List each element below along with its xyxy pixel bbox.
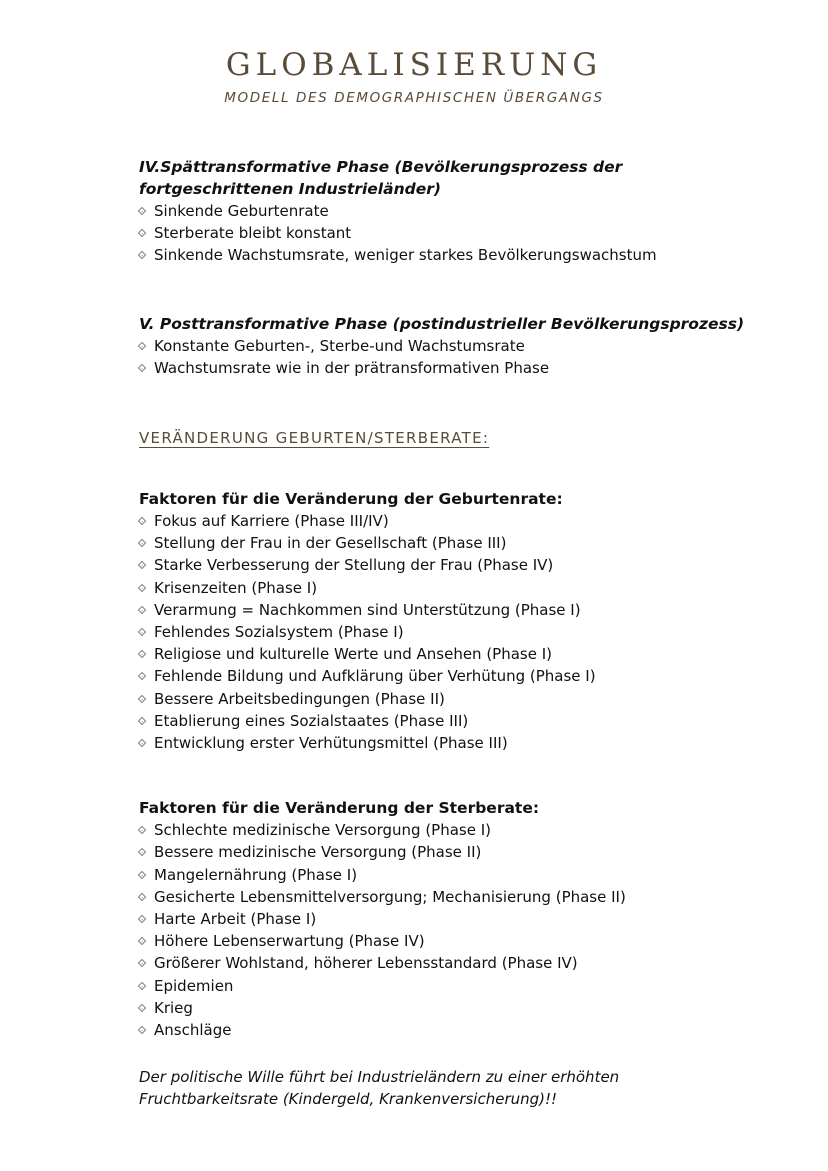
phase-5-list [139, 335, 779, 379]
diamond-bullet-icon [138, 207, 146, 215]
diamond-bullet-icon [138, 717, 146, 725]
section-title: VERÄNDERUNG GEBURTEN/STERBERATE: [139, 429, 490, 448]
diamond-bullet-icon [138, 517, 146, 525]
diamond-bullet-icon [138, 694, 146, 702]
list-item: Konstante Geburten-, Sterbe-und Wachstumsrate [139, 335, 779, 357]
list-item: Schlechte medizinische Versorgung (Phase I) [139, 819, 779, 841]
phase-5-heading: V. Posttransformative Phase (postindustrieller Bevölkerungsprozess) [139, 314, 745, 333]
phase-4-heading-line1: IV.Spättransformative Phase (Bevölkerungsprozess der [139, 158, 623, 176]
spacer [139, 267, 779, 313]
phase-4-list [139, 200, 779, 267]
diamond-bullet-icon [138, 826, 146, 834]
closing-note [139, 1066, 779, 1110]
death-factors-list [139, 819, 779, 1041]
diamond-bullet-icon [138, 364, 146, 372]
list-item: Etablierung eines Sozialstaates (Phase III) [139, 710, 779, 732]
diamond-bullet-icon [138, 848, 146, 856]
list-item: Starke Verbesserung der Stellung der Frau (Phase IV) [139, 554, 779, 576]
spacer [139, 449, 779, 488]
list-item: Bessere Arbeitsbedingungen (Phase II) [139, 688, 779, 710]
diamond-bullet-icon [138, 650, 146, 658]
list-item: Epidemien [139, 975, 779, 997]
diamond-bullet-icon [138, 606, 146, 614]
list-item: Entwicklung erster Verhütungsmittel (Phase III) [139, 732, 779, 754]
list-item: Bessere medizinische Versorgung (Phase II) [139, 841, 779, 863]
diamond-bullet-icon [138, 341, 146, 349]
page-subtitle: MODELL DES DEMOGRAPHISCHEN ÜBERGANGS [224, 90, 604, 106]
diamond-bullet-icon [138, 1004, 146, 1012]
spacer [139, 1041, 779, 1066]
diamond-bullet-icon [138, 870, 146, 878]
death-factors-section [139, 797, 779, 1041]
phase-4-section [139, 156, 779, 267]
birth-factors-heading: Faktoren für die Veränderung der Geburtenrate: [139, 490, 563, 509]
diamond-bullet-icon [138, 229, 146, 237]
list-item: Krisenzeiten (Phase I) [139, 577, 779, 599]
phase-4-heading [139, 156, 779, 200]
phase-5-section [139, 313, 779, 379]
diamond-bullet-icon [138, 583, 146, 591]
diamond-bullet-icon [138, 672, 146, 680]
document-body [139, 156, 779, 1111]
list-item: Sterberate bleibt konstant [139, 222, 779, 244]
birth-factors-list [139, 510, 779, 754]
list-item: Gesicherte Lebensmittelversorgung; Mechanisierung (Phase II) [139, 886, 779, 908]
list-item: Sinkende Geburtenrate [139, 200, 779, 222]
diamond-bullet-icon [138, 981, 146, 989]
birth-factors-section [139, 488, 779, 754]
page-header [0, 44, 828, 107]
phase-4-heading-line2: fortgeschrittenen Industrieländer) [139, 180, 441, 198]
list-item: Anschläge [139, 1019, 779, 1041]
list-item: Sinkende Wachstumsrate, weniger starkes Bevölkerungswachstum [139, 244, 779, 266]
diamond-bullet-icon [138, 937, 146, 945]
list-item: Fokus auf Karriere (Phase III/IV) [139, 510, 779, 532]
diamond-bullet-icon [138, 628, 146, 636]
spacer [139, 754, 779, 797]
diamond-bullet-icon [138, 539, 146, 547]
list-item: Fehlendes Sozialsystem (Phase I) [139, 621, 779, 643]
list-item: Fehlende Bildung und Aufklärung über Verhütung (Phase I) [139, 665, 779, 687]
closing-note-line1: Der politische Wille führt bei Industrieländern zu einer erhöhten [139, 1068, 620, 1087]
list-item: Größerer Wohlstand, höherer Lebensstandard (Phase IV) [139, 952, 779, 974]
diamond-bullet-icon [138, 915, 146, 923]
list-item: Wachstumsrate wie in der prätransformativen Phase [139, 357, 779, 379]
list-item: Stellung der Frau in der Gesellschaft (Phase III) [139, 532, 779, 554]
list-item: Verarmung = Nachkommen sind Unterstützung (Phase I) [139, 599, 779, 621]
diamond-bullet-icon [138, 251, 146, 259]
diamond-bullet-icon [138, 959, 146, 967]
closing-note-line2: Fruchtbarkeitsrate (Kindergeld, Krankenversicherung)!! [139, 1090, 558, 1109]
list-item: Höhere Lebenserwartung (Phase IV) [139, 930, 779, 952]
diamond-bullet-icon [138, 561, 146, 569]
list-item: Krieg [139, 997, 779, 1019]
page-title: GLOBALISIERUNG [225, 47, 603, 83]
diamond-bullet-icon [138, 739, 146, 747]
list-item: Religiose und kulturelle Werte und Ansehen (Phase I) [139, 643, 779, 665]
spacer [139, 379, 779, 427]
diamond-bullet-icon [138, 893, 146, 901]
death-factors-heading: Faktoren für die Veränderung der Sterberate: [139, 799, 540, 818]
diamond-bullet-icon [138, 1026, 146, 1034]
list-item: Mangelernährung (Phase I) [139, 864, 779, 886]
list-item: Harte Arbeit (Phase I) [139, 908, 779, 930]
